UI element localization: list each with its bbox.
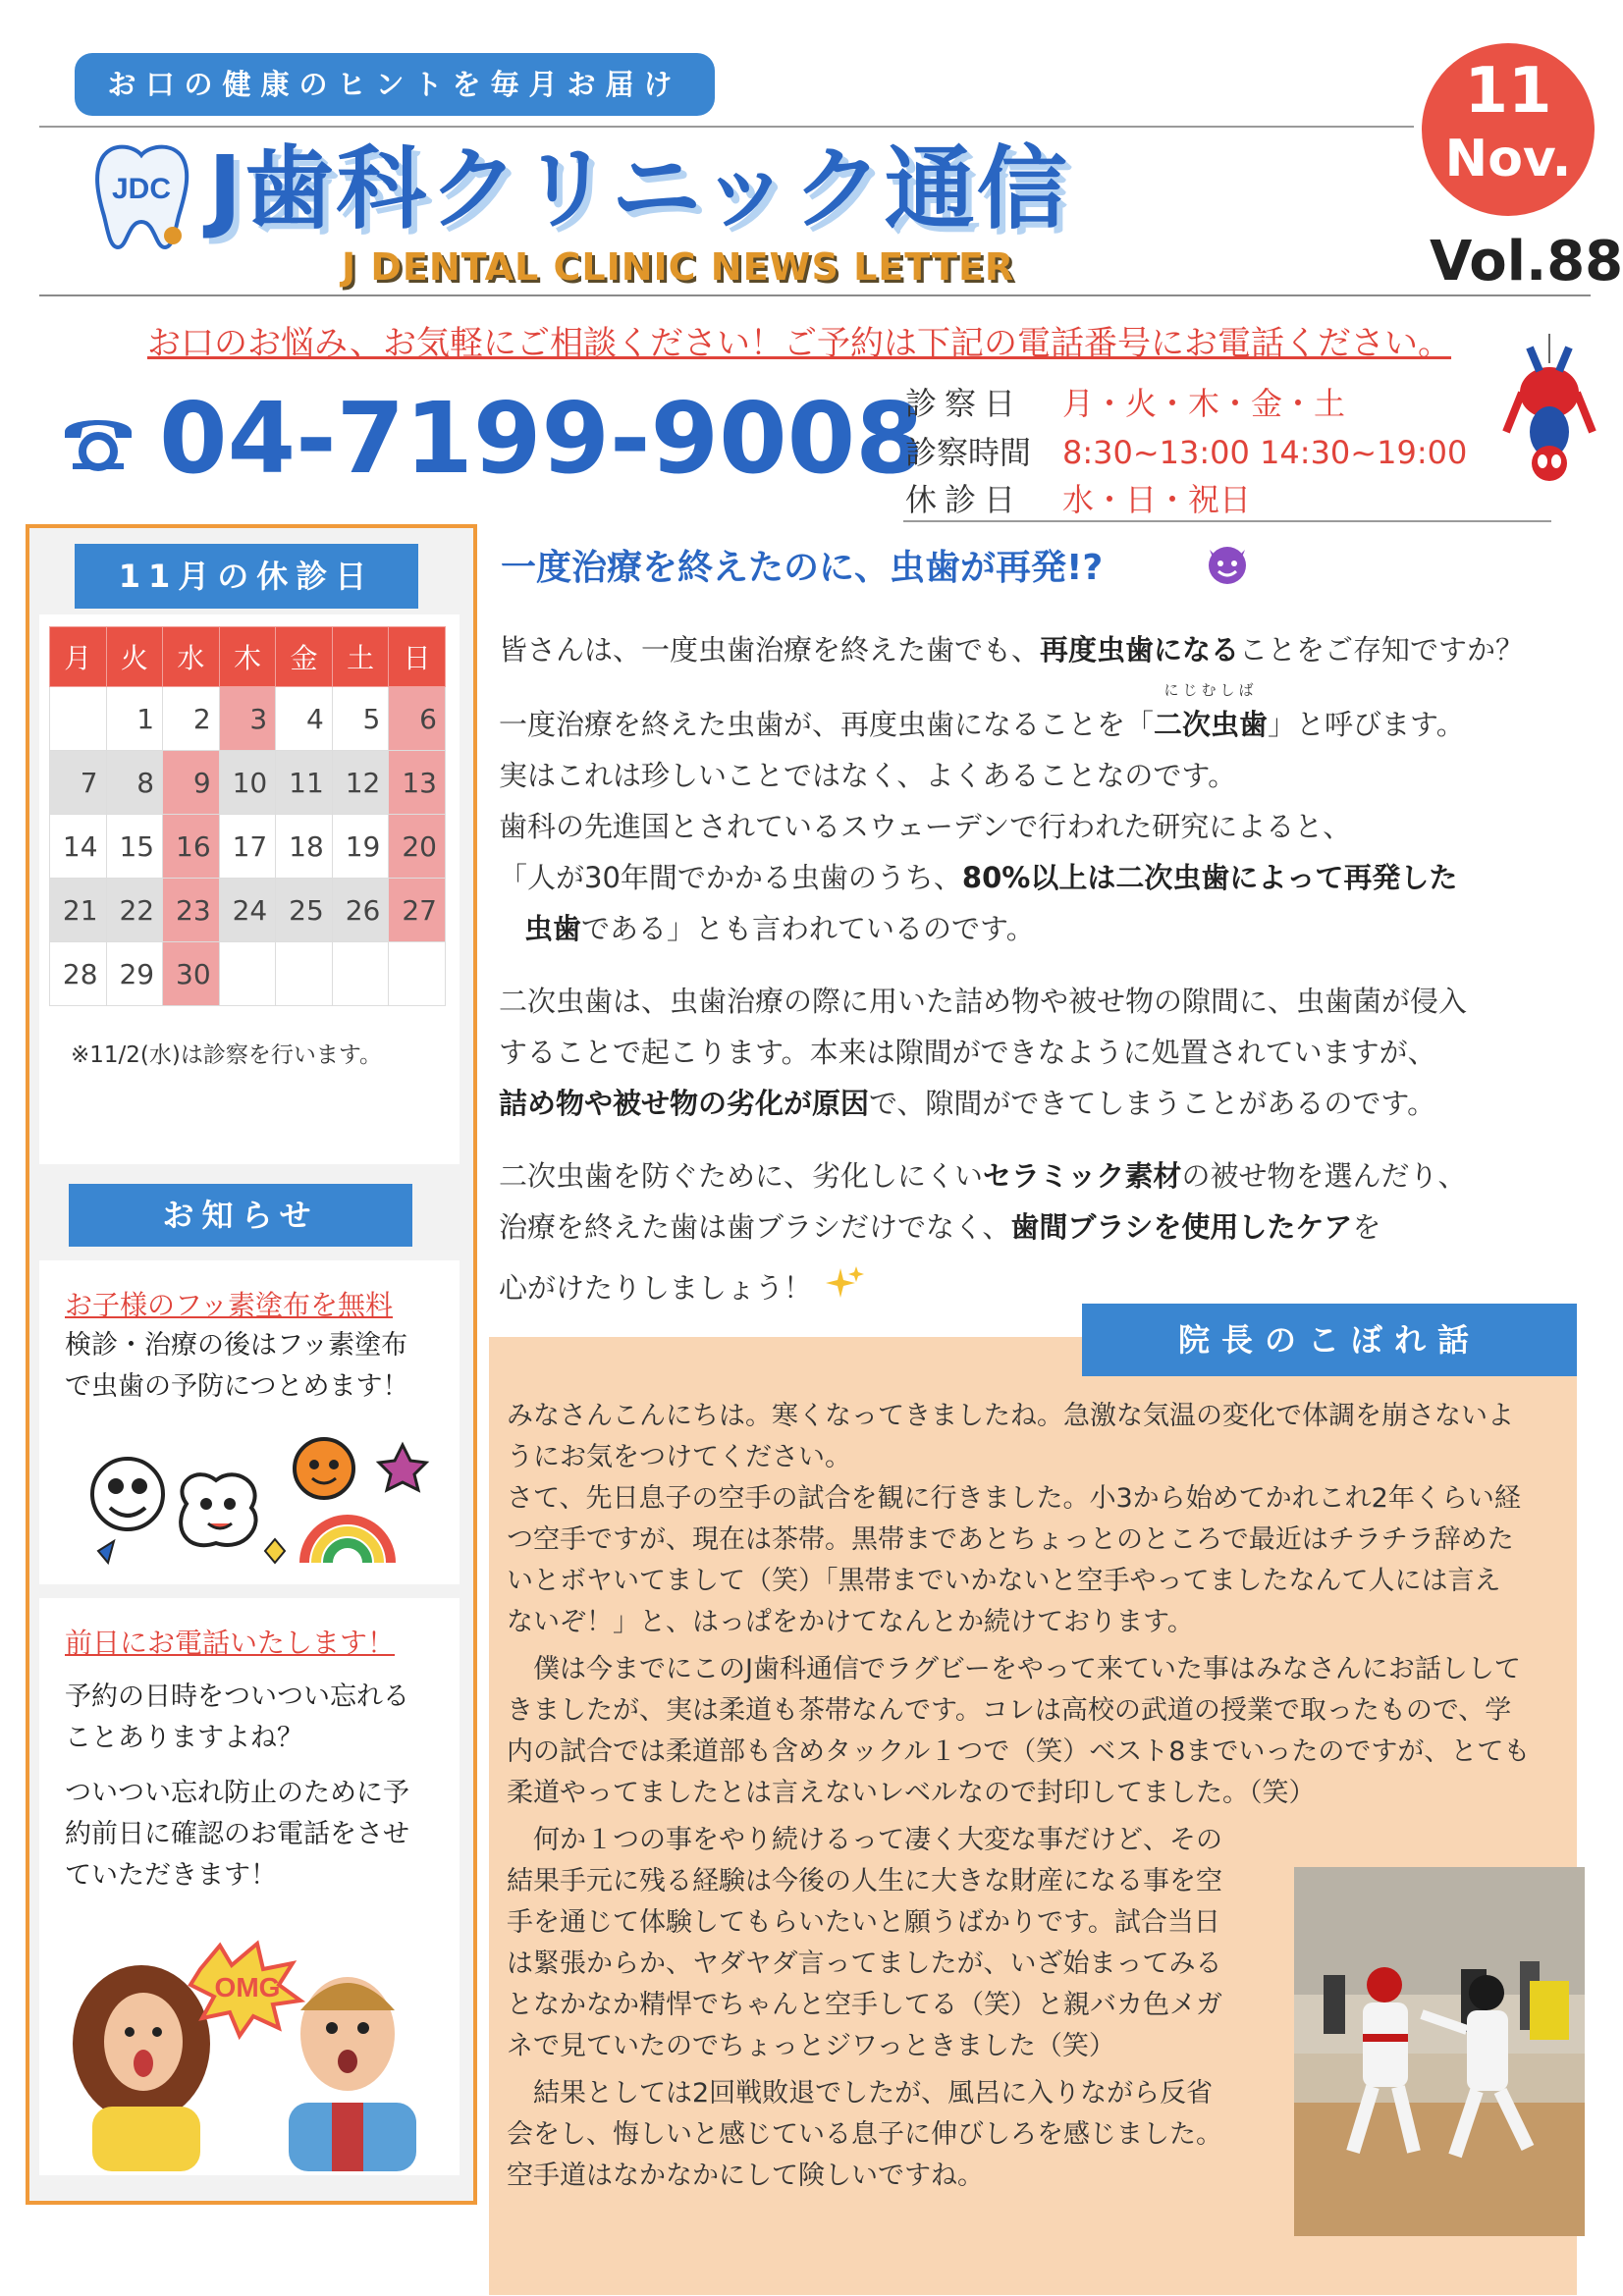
weekday-cell: 月 — [50, 627, 107, 687]
weekday-cell: 日 — [389, 627, 446, 687]
article-line — [524, 907, 1035, 947]
hours-label: 休診日 — [905, 481, 1024, 518]
calendar-note: ※11/2(水)は診察を行います。 — [71, 1042, 383, 1068]
column-line: 結果手元に残る経験は今後の人生に大きな財産になる事を空 — [507, 1866, 1222, 1896]
news-card-text: で虫歯の予防につとめます！ — [65, 1371, 409, 1402]
director-column-heading: 院長のこぼれ話 — [1082, 1304, 1577, 1376]
ruby-reading: にじむしば — [1163, 681, 1258, 699]
news-card-reminder-call — [39, 1598, 460, 2175]
hours-row-closed — [905, 475, 1251, 520]
text-span: ことをご存知ですか？ — [1239, 633, 1525, 667]
text-span: 治療を終えた歯は歯ブラシだけでなく、 — [499, 1210, 1011, 1244]
day-cell-closed: 9 — [163, 751, 220, 815]
emphasis-text: 二次虫歯 — [1154, 708, 1269, 741]
article-heading: 一度治療を終えたのに、虫歯が再発!? — [501, 548, 1104, 588]
text-span: 一度治療を終えた虫歯が、再度虫歯になることを「 — [499, 708, 1155, 741]
text-span: である」とも言われているのです。 — [581, 912, 1035, 945]
day-cell: 17 — [219, 815, 276, 879]
day-cell: 26 — [332, 879, 389, 942]
calendar-weekday-row — [50, 627, 446, 687]
news-card-title: お子様のフッ素塗布を無料 — [65, 1289, 394, 1321]
day-cell: 2 — [163, 687, 220, 751]
day-cell: 5 — [332, 687, 389, 751]
day-cell: 22 — [106, 879, 163, 942]
article-line — [499, 1082, 1435, 1122]
calendar-week-row — [50, 879, 446, 942]
news-card-text: 検診・治療の後はフッ素塗布 — [65, 1330, 408, 1361]
logo-text: JDC — [111, 173, 172, 205]
day-cell-closed: 20 — [389, 815, 446, 879]
day-cell-closed: 6 — [389, 687, 446, 751]
day-cell: 4 — [276, 687, 333, 751]
badge-month-number: 11 — [1464, 55, 1552, 128]
surprised-people-illustration — [53, 1926, 446, 2171]
day-cell-closed: 16 — [163, 815, 220, 879]
day-cell — [219, 942, 276, 1006]
news-card-text: 約前日に確認のお電話をさせ — [65, 1819, 409, 1849]
column-line: 何か１つの事をやり続けるって凄く大変な事だけど、その — [507, 1825, 1222, 1855]
day-cell-closed: 3 — [219, 687, 276, 751]
article-line: 二次虫歯は、虫歯治療の際に用いた詰め物や被せ物の隙間に、虫歯菌が侵入 — [499, 985, 1468, 1018]
day-cell: 11 — [276, 751, 333, 815]
badge-month-name: Nov. — [1444, 130, 1572, 188]
hours-value: 8:30~13:00 14:30~19:00 — [1062, 434, 1468, 471]
tooth-logo-icon — [86, 137, 196, 255]
text-span: で、隙間ができてしまうことがあるのです。 — [869, 1087, 1436, 1120]
article-line — [499, 856, 1457, 896]
emphasis-text: 80%以上は二次虫歯によって再発した — [961, 861, 1458, 894]
article-line — [499, 1205, 1380, 1246]
closed-days-calendar — [49, 626, 446, 1006]
news-card-text: 予約の日時をついつい忘れる — [65, 1682, 409, 1712]
emphasis-text: 詰め物や被せ物の劣化が原因 — [499, 1087, 870, 1120]
calendar-week-row — [50, 751, 446, 815]
news-card-title: 前日にお電話いたします！ — [65, 1627, 396, 1659]
weekday-cell: 火 — [106, 627, 163, 687]
day-cell: 21 — [50, 879, 107, 942]
column-line: 会をし、悔しいと感じている息子に伸びしろを感じました。 — [507, 2119, 1222, 2150]
hours-label: 診察時間 — [905, 434, 1032, 471]
day-cell-closed: 13 — [389, 751, 446, 815]
emphasis-text: 虫歯 — [524, 912, 582, 945]
column-line: きましたが、実は柔道も茶帯なんです。コレは高校の武道の授業で取ったもので、学 — [507, 1695, 1512, 1726]
news-heading: お知らせ — [69, 1184, 412, 1247]
day-cell: 1 — [106, 687, 163, 751]
hours-row-days — [905, 379, 1345, 424]
column-line: 僕は今までにこのJ歯科通信でラグビーをやって来ていた事はみなさんにお話しして — [507, 1654, 1521, 1684]
hours-value: 水・日・祝日 — [1062, 481, 1252, 518]
weekday-cell: 木 — [219, 627, 276, 687]
day-cell-closed: 23 — [163, 879, 220, 942]
text-span: 二次虫歯を防ぐために、劣化しにくい — [499, 1159, 984, 1193]
calendar-week-row — [50, 942, 446, 1006]
news-card-text: ことありますよね？ — [65, 1723, 303, 1753]
column-line: となかなか精悍でちゃんと空手してる（笑）と親バカ色メガ — [507, 1990, 1222, 2020]
day-cell: 24 — [219, 879, 276, 942]
column-line: は緊張からか、ヤダヤダ言ってましたが、いざ始まってみる — [507, 1949, 1222, 1979]
article-line: 心がけたりしましょう！ — [499, 1271, 813, 1305]
hours-row-time — [905, 428, 1467, 473]
day-cell: 14 — [50, 815, 107, 879]
text-span: 」と呼びます。 — [1268, 708, 1465, 741]
article-line — [499, 628, 1524, 668]
hours-value: 月・火・木・金・土 — [1062, 385, 1346, 422]
column-line: うにお気をつけてください。 — [507, 1442, 851, 1472]
day-cell — [276, 942, 333, 1006]
text-span: を — [1352, 1210, 1381, 1244]
column-line: いとボヤいてまして（笑）「黒帯までいかないと空手やってましたなんて人には言え — [507, 1566, 1501, 1596]
emphasis-text: セラミック素材 — [983, 1159, 1182, 1193]
month-badge — [1422, 43, 1595, 216]
text-span: 「人が30年間でかかる虫歯のうち、 — [499, 861, 962, 894]
phone-icon — [61, 408, 135, 471]
spider-hero-illustration — [1500, 334, 1598, 491]
article-line: 実はこれは珍しいことではなく、よくあることなのです。 — [499, 759, 1237, 792]
hours-label: 診察日 — [905, 385, 1024, 422]
weekday-cell: 水 — [163, 627, 220, 687]
volume-number: Vol.88 — [1430, 230, 1623, 294]
newsletter-subtitle: J DENTAL CLINIC NEWS LETTER — [342, 245, 1015, 289]
newsletter-title: J歯科クリニック通信 — [208, 136, 1069, 241]
column-line: みなさんこんにちは。寒くなってきましたね。急激な気温の変化で体調を崩さないよ — [507, 1401, 1514, 1431]
news-card-fluoride — [39, 1260, 460, 1584]
ruby-term — [1154, 681, 1269, 743]
day-cell-closed: 27 — [389, 879, 446, 942]
day-cell: 8 — [106, 751, 163, 815]
news-card-text: ていただきます！ — [65, 1860, 277, 1891]
column-line: 空手道はなかなかにして険しいですね。 — [507, 2161, 984, 2191]
calendar-week-row — [50, 687, 446, 751]
day-cell: 19 — [332, 815, 389, 879]
article-line — [499, 681, 1465, 743]
weekday-cell: 土 — [332, 627, 389, 687]
hours-divider — [903, 520, 1551, 522]
column-line: 手を通じて体験してもらいたいと願うばかりです。試合当日 — [507, 1907, 1220, 1938]
day-cell-closed: 30 — [163, 942, 220, 1006]
article-line: することで起こります。本来は隙間ができなように処置されていますが、 — [499, 1036, 1436, 1069]
day-cell: 7 — [50, 751, 107, 815]
karate-match-photo — [1294, 1867, 1585, 2236]
column-line: 結果としては2回戦敗退でしたが、風呂に入りながら反省 — [507, 2078, 1214, 2109]
emphasis-text: 歯間ブラシを使用したケア — [1010, 1210, 1353, 1244]
text-span: 皆さんは、一度虫歯治療を終えた歯でも、 — [499, 633, 1041, 667]
cartoon-characters-illustration — [79, 1425, 432, 1573]
column-line: 柔道やってましたとは言えないレベルなので封印してました。（笑） — [507, 1778, 1316, 1808]
omg-text: OMG — [214, 1972, 281, 2002]
day-cell: 18 — [276, 815, 333, 879]
header-divider — [39, 294, 1591, 296]
column-line: ネで見ていたのでちょっとジワっときました（笑） — [507, 2031, 1115, 2061]
day-cell: 10 — [219, 751, 276, 815]
day-cell: 12 — [332, 751, 389, 815]
day-cell: 29 — [106, 942, 163, 1006]
column-line: ないぞ！」と、はっぱをかけてなんとか続けております。 — [507, 1607, 1194, 1637]
day-cell — [50, 687, 107, 751]
day-cell: 25 — [276, 879, 333, 942]
day-cell — [332, 942, 389, 1006]
news-card-text: ついつい忘れ防止のために予 — [65, 1778, 409, 1808]
day-cell: 28 — [50, 942, 107, 1006]
weekday-cell: 金 — [276, 627, 333, 687]
emphasis-text: 再度虫歯になる — [1040, 633, 1240, 667]
column-line: さて、先日息子の空手の試合を観に行きました。小3から始めてかれこれ2年くらい経 — [507, 1483, 1521, 1514]
column-line: つ空手ですが、現在は茶帯。黒帯まであとちょっとのところで最近はチラチラ辞めた — [507, 1524, 1514, 1555]
tagline-banner: お口の健康のヒントを毎月お届け — [75, 53, 715, 116]
calendar-heading: 11月の休診日 — [75, 544, 418, 609]
phone-number[interactable]: 04-7199-9008 — [159, 381, 924, 496]
column-line: 内の試合では柔道部も含めタックル１つで（笑）ベスト8までいったのですが、とても — [507, 1736, 1531, 1767]
reservation-notice: お口のお悩み、お気軽にご相談ください！ご予約は下記の電話番号にお電話ください。 — [147, 324, 1452, 363]
header-divider-top — [39, 126, 1414, 128]
calendar-week-row — [50, 815, 446, 879]
article-line — [499, 1154, 1466, 1195]
day-cell: 15 — [106, 815, 163, 879]
devil-emoji-icon — [1204, 540, 1251, 587]
article-line: 歯科の先進国とされているスウェーデンで行われた研究によると、 — [499, 810, 1352, 843]
sparkles-icon — [825, 1264, 864, 1304]
text-span: の被せ物を選んだり、 — [1181, 1159, 1467, 1193]
day-cell — [389, 942, 446, 1006]
